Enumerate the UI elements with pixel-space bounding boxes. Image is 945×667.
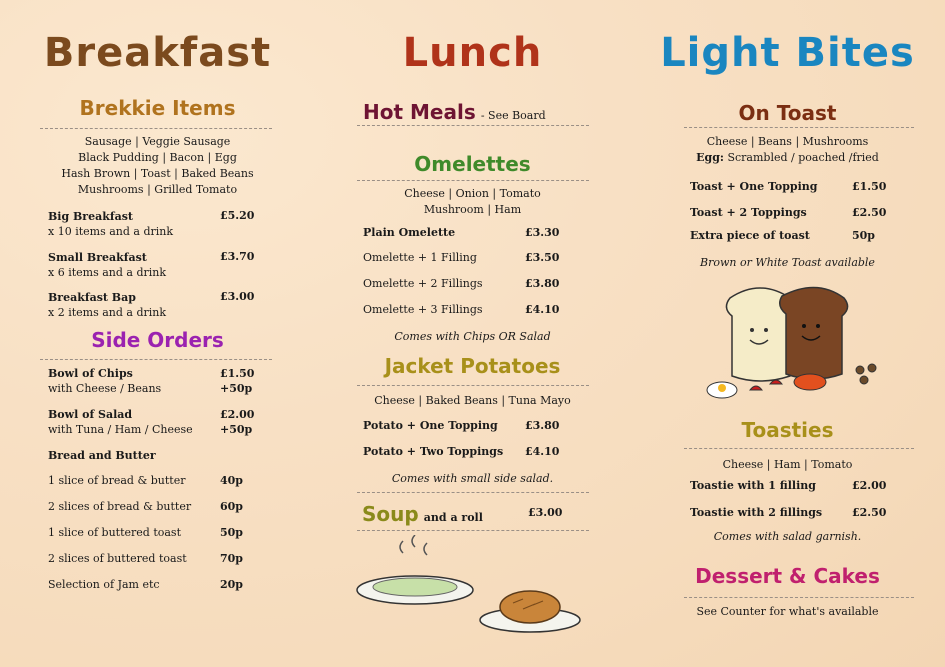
item-price: £3.50 [525, 251, 560, 264]
item-name: Small Breakfast [48, 251, 147, 264]
toast-illustration [700, 278, 900, 408]
toastie-note: Comes with salad garnish. [713, 530, 862, 543]
soup-and-roll-illustration [355, 535, 585, 640]
item-name: Omelette + 3 Fillings [363, 303, 483, 316]
item-price: £3.30 [525, 226, 560, 239]
omelette-note: Comes with Chips OR Salad [394, 330, 551, 343]
lunch-column [315, 0, 630, 667]
jacket-note: Comes with small side salad. [391, 472, 554, 485]
item-name: Toastie with 2 fillings [690, 506, 823, 519]
divider [684, 597, 914, 598]
item-name: Toastie with 1 filling [690, 479, 816, 492]
item-price: £3.80 [525, 277, 560, 290]
item-price-group [220, 407, 254, 437]
item-desc: with Tuna / Ham / Cheese [48, 423, 193, 436]
item-name: Toast + 2 Toppings [690, 206, 807, 219]
item-price: £5.20 [220, 209, 255, 222]
bread-heading: Bread and Butter [48, 449, 156, 462]
menu-item [48, 366, 161, 396]
breakfast-title: Breakfast [43, 30, 272, 76]
divider [357, 385, 589, 386]
brekkie-options [0, 134, 315, 198]
item-name: Omelette + 1 Filling [363, 251, 477, 264]
item-desc: x 6 items and a drink [48, 266, 167, 279]
toastie-fillings: Cheese | Ham | Tomato [722, 458, 853, 471]
soup-price: £3.00 [528, 506, 563, 519]
item-name: Selection of Jam etc [48, 578, 160, 591]
side-orders-heading: Side Orders [91, 328, 224, 352]
divider [357, 530, 589, 531]
menu-item [48, 209, 173, 239]
hot-meals-heading [363, 100, 546, 124]
item-price: 20p [220, 578, 243, 591]
omelettes-heading: Omelettes [414, 152, 531, 176]
item-price: £4.10 [525, 445, 560, 458]
item-name: Potato + Two Toppings [363, 445, 504, 458]
item-name: 2 slices of bread & butter [48, 500, 192, 513]
item-name: Bowl of Chips [48, 367, 133, 380]
item-name: Omelette + 2 Fillings [363, 277, 483, 290]
light-bites-title: Light Bites [660, 30, 915, 76]
item-price: 70p [220, 552, 243, 565]
divider [684, 448, 914, 449]
item-price: £2.00 [220, 408, 255, 421]
divider [40, 359, 272, 360]
divider [40, 128, 272, 129]
toast-note: Brown or White Toast available [700, 256, 875, 269]
item-price: £1.50 [220, 367, 255, 380]
divider [357, 180, 589, 181]
menu-item [48, 290, 166, 320]
item-extra-price: +50p [220, 382, 253, 395]
option-line: Hash Brown | Toast | Baked Beans [61, 167, 254, 180]
item-price-group [220, 366, 254, 396]
item-price: £4.10 [525, 303, 560, 316]
item-name: Plain Omelette [363, 226, 456, 239]
item-name: Extra piece of toast [690, 229, 810, 242]
toasties-heading: Toasties [741, 418, 834, 442]
item-price: £3.80 [525, 419, 560, 432]
jacket-potatoes-heading: Jacket Potatoes [384, 354, 561, 378]
dessert-heading: Dessert & Cakes [695, 564, 880, 588]
divider [357, 125, 589, 126]
item-name: 1 slice of bread & butter [48, 474, 186, 487]
item-extra-price: +50p [220, 423, 253, 436]
egg-label: Egg: [696, 151, 724, 164]
breakfast-column [0, 0, 315, 667]
item-price: £2.50 [852, 506, 887, 519]
soup-heading [362, 502, 483, 526]
item-price: 50p [852, 229, 875, 242]
item-name: Big Breakfast [48, 210, 133, 223]
item-price: 40p [220, 474, 243, 487]
item-name: Bowl of Salad [48, 408, 133, 421]
item-name: Toast + One Topping [690, 180, 818, 193]
option-line: Sausage | Veggie Sausage [84, 135, 231, 148]
menu-item [48, 407, 193, 437]
item-desc: x 10 items and a drink [48, 225, 174, 238]
item-price: £2.00 [852, 479, 887, 492]
item-price: £3.70 [220, 250, 255, 263]
item-name: Breakfast Bap [48, 291, 136, 304]
item-price: 50p [220, 526, 243, 539]
omelette-fillings [315, 186, 630, 218]
toast-toppings: Cheese | Beans | Mushrooms [706, 135, 869, 148]
egg-text: Scrambled / poached /fried [727, 151, 879, 164]
item-name: 2 slices of buttered toast [48, 552, 187, 565]
option-line: Cheese | Onion | Tomato [404, 187, 541, 200]
item-price: £3.00 [220, 290, 255, 303]
on-toast-heading: On Toast [738, 101, 837, 125]
egg-options [630, 150, 945, 166]
menu-item [48, 250, 166, 280]
item-name: 1 slice of buttered toast [48, 526, 181, 539]
option-line: Mushrooms | Grilled Tomato [77, 183, 238, 196]
item-name: Potato + One Topping [363, 419, 498, 432]
option-line: Mushroom | Ham [423, 203, 522, 216]
divider [684, 127, 914, 128]
item-desc: with Cheese / Beans [48, 382, 162, 395]
brekkie-heading: Brekkie Items [79, 96, 236, 120]
item-price: 60p [220, 500, 243, 513]
soup-title: Soup [362, 502, 419, 526]
lunch-title: Lunch [402, 30, 543, 76]
item-desc: x 2 items and a drink [48, 306, 167, 319]
soup-note: and a roll [423, 511, 483, 524]
hot-meals-title: Hot Meals [363, 100, 476, 124]
hot-meals-note: - See Board [480, 109, 546, 122]
option-line: Black Pudding | Bacon | Egg [78, 151, 237, 164]
jacket-toppings: Cheese | Baked Beans | Tuna Mayo [374, 394, 571, 407]
dessert-note: See Counter for what's available [696, 605, 879, 618]
light-bites-column [630, 0, 945, 667]
divider [357, 492, 589, 493]
item-price: £2.50 [852, 206, 887, 219]
item-price: £1.50 [852, 180, 887, 193]
